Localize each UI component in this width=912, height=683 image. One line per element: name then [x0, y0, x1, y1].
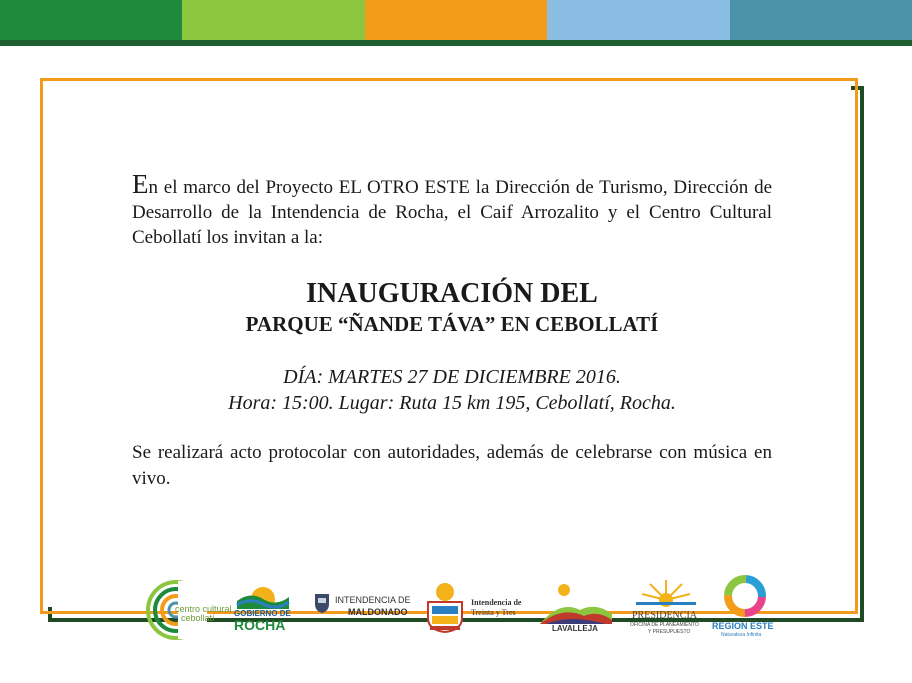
logo-gobierno-rocha — [232, 579, 294, 639]
shield-crest-icon — [314, 592, 330, 614]
logo-lavalleja-label: LAVALLEJA — [552, 624, 598, 633]
logo-centro-cultural-line1: centro cultural — [175, 604, 232, 614]
sun-hills-icon — [540, 580, 612, 624]
sun-of-may-icon — [636, 578, 696, 608]
logo-gobierno-rocha-line1: GOBIERNO DE — [234, 609, 291, 618]
logo-treinta-y-tres — [424, 580, 534, 638]
logo-treinta-y-tres-line1: Intendencia de — [471, 598, 522, 607]
sponsor-logos — [140, 574, 780, 644]
logo-presidencia — [624, 578, 708, 640]
strip-segment — [365, 0, 547, 40]
logo-gobierno-rocha-line2: ROCHA — [234, 617, 286, 633]
event-time-place: Hora: 15:00. Lugar: Ruta 15 km 195, Cebollatí, Rocha. — [228, 392, 676, 414]
logo-centro-cultural-line2: cebollatí — [181, 613, 215, 623]
logo-maldonado — [314, 592, 414, 622]
strip-segment — [730, 0, 912, 40]
invitation-card — [47, 85, 851, 607]
strip-segment — [182, 0, 365, 40]
closing-paragraph: Se realizará acto protocolar con autoridades, además de celebrarse con música en vivo. — [132, 442, 772, 489]
event-date: DÍA: MARTES 27 DE DICIEMBRE 2016. — [283, 366, 621, 388]
colorful-ring-icon — [721, 574, 769, 622]
logo-treinta-y-tres-line2: Treinta y Tres — [471, 608, 516, 617]
logo-lavalleja — [540, 580, 612, 636]
event-title-line1: INAUGURACIÓN DEL — [306, 278, 598, 309]
strip-segment — [0, 0, 182, 40]
logo-maldonado-line2: MALDONADO — [348, 607, 408, 617]
logo-region-este — [712, 574, 778, 640]
logo-maldonado-line1: INTENDENCIA DE — [335, 595, 411, 605]
logo-region-este-line1: REGIÓN ESTE — [712, 621, 774, 631]
logo-presidencia-line1: PRESIDENCIA — [632, 610, 698, 621]
intro-first-letter: E — [132, 169, 149, 199]
intro-paragraph — [132, 169, 772, 250]
intro-text: n el marco del Proyecto EL OTRO ESTE la Dirección de Turismo, Dirección de Desarrollo de la Intendencia de Rocha, el Caif Arrozalito y el Centro Cultural Cebollatí los invitan a la: — [132, 177, 772, 248]
top-divider-line — [0, 40, 912, 46]
strip-segment — [547, 0, 730, 40]
logo-region-este-line2: Naturaleza Infinita — [721, 632, 762, 638]
logo-presidencia-line3: Y PRESUPUESTO — [648, 629, 691, 635]
coat-of-arms-icon — [424, 580, 466, 634]
sun-wave-icon — [235, 579, 291, 609]
logo-presidencia-line2: OFICINA DE PLANEAMIENTO — [630, 622, 699, 628]
logo-centro-cultural — [145, 579, 230, 641]
event-title-line2: PARQUE “ÑANDE TÁVA” EN CEBOLLATÍ — [245, 312, 659, 336]
top-color-strip — [0, 0, 912, 40]
event-info — [132, 364, 772, 416]
